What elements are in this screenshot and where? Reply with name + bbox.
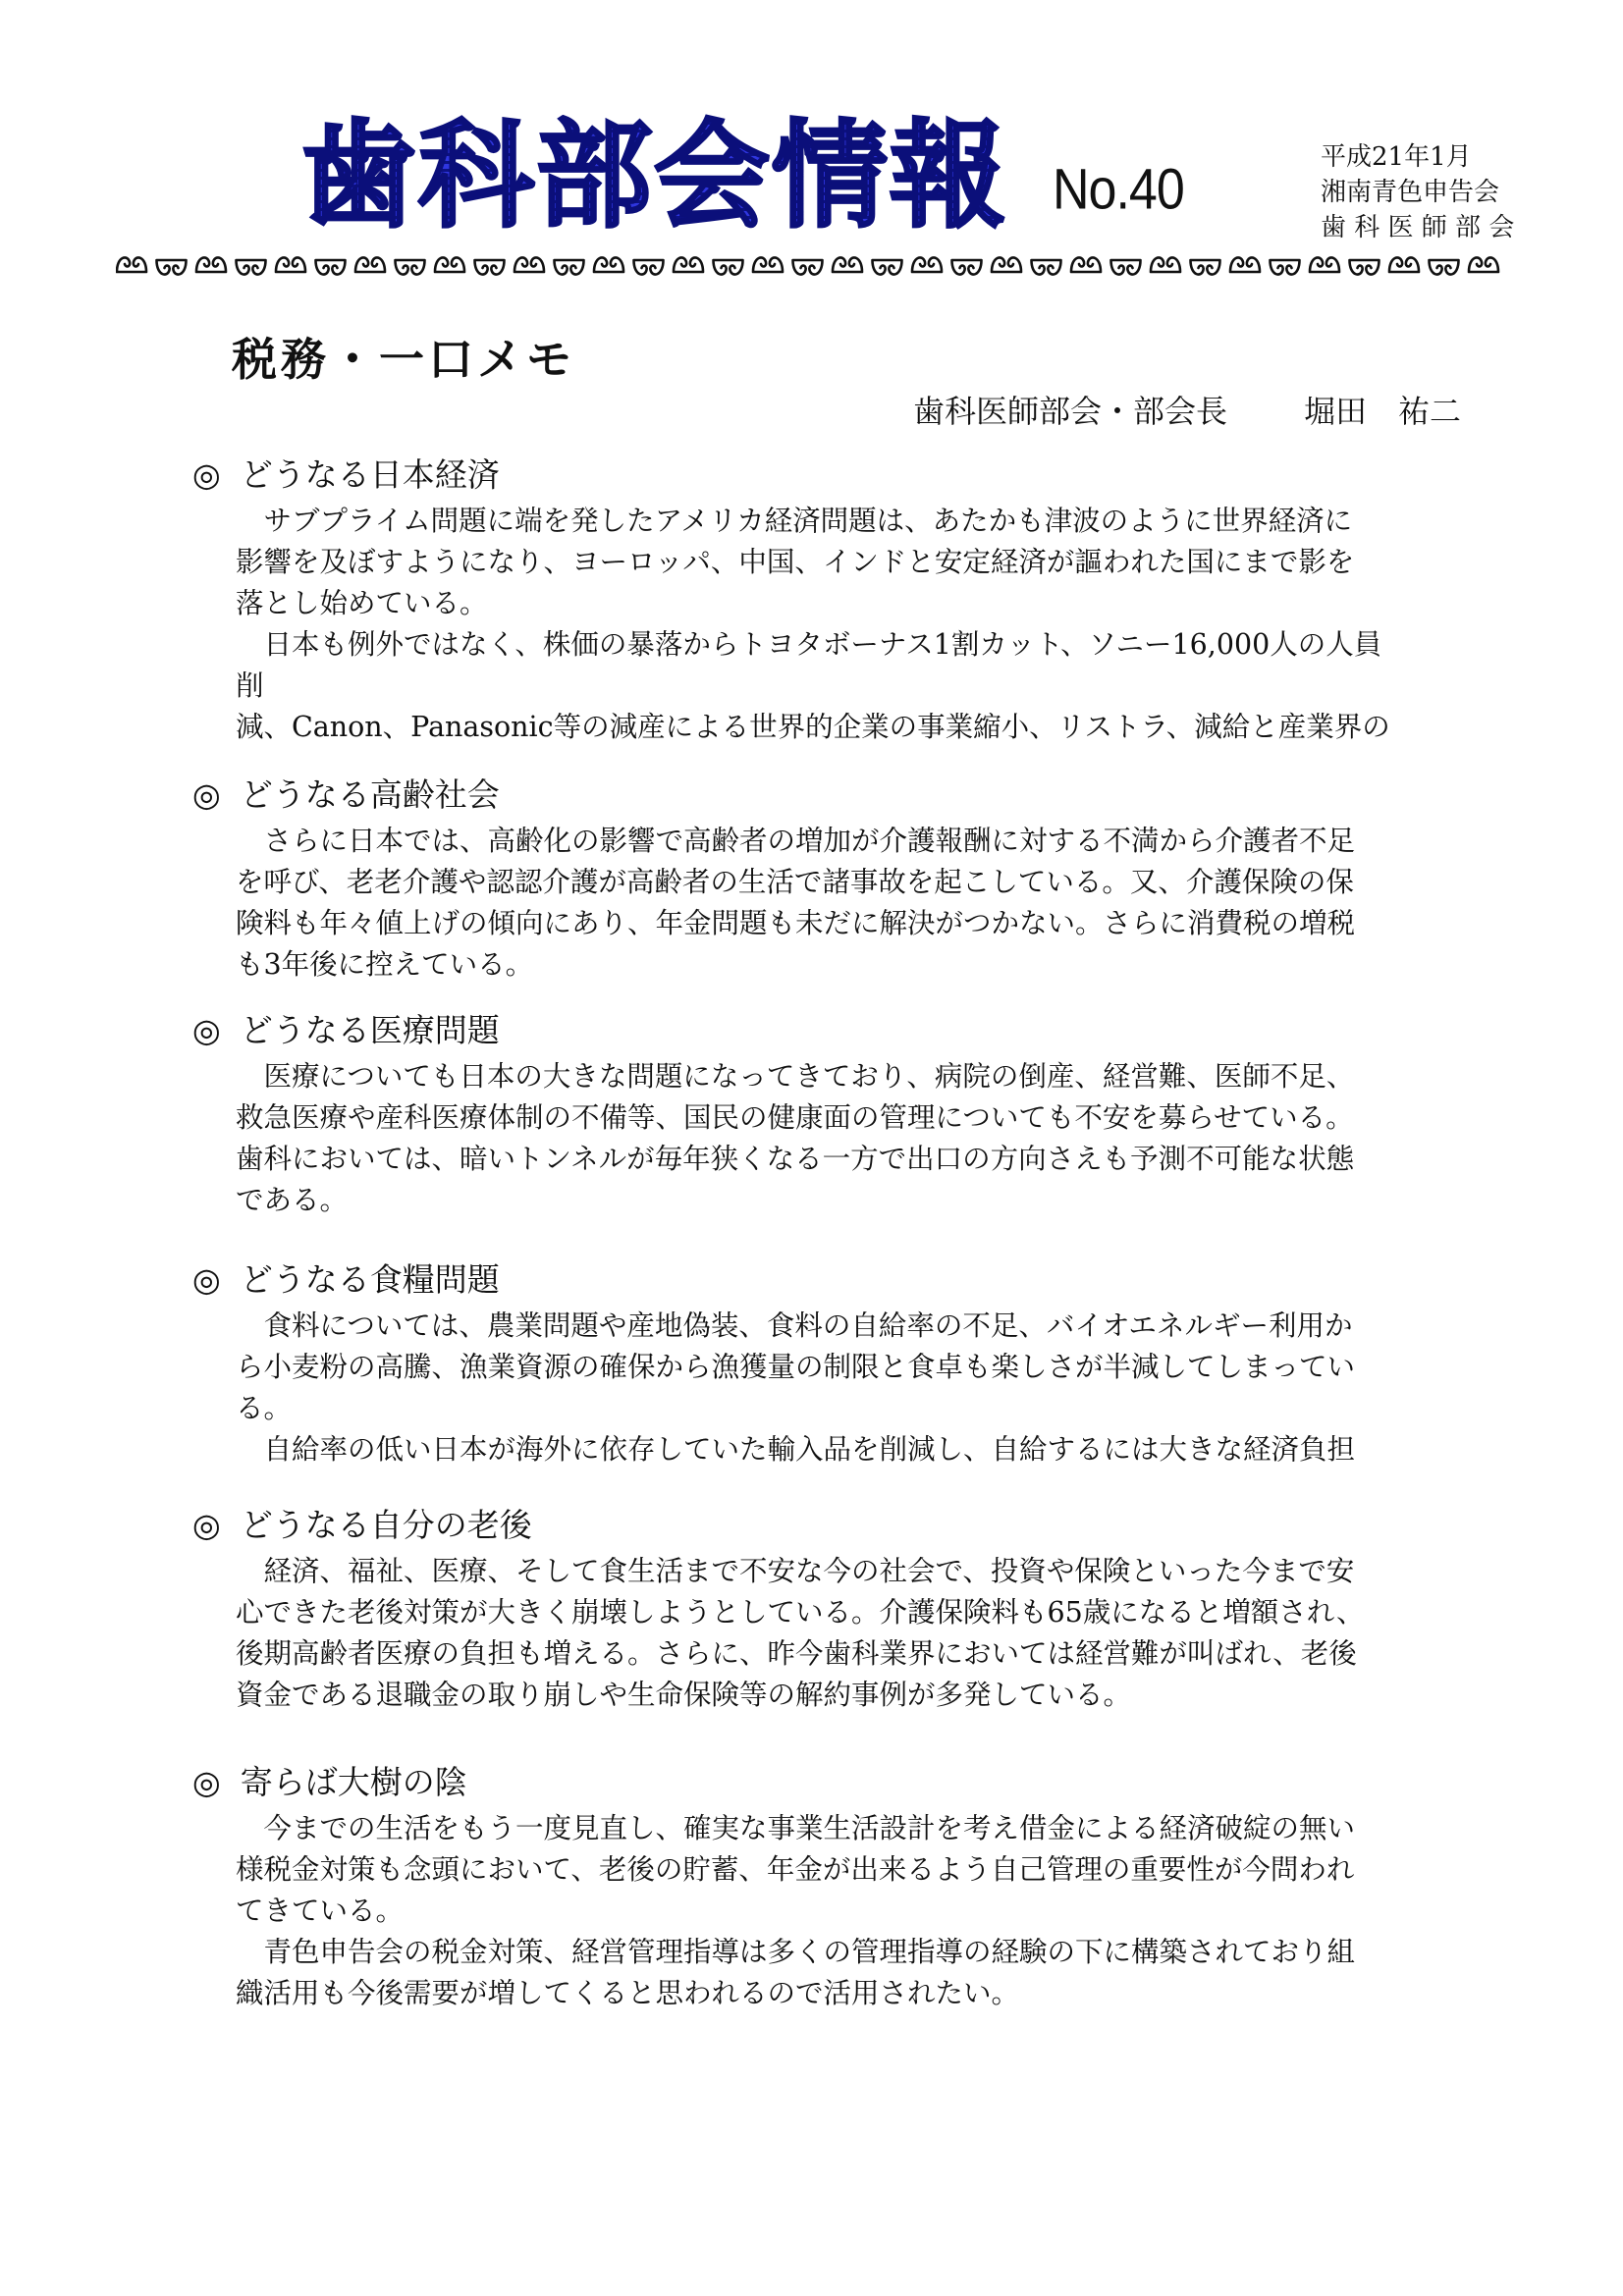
paragraph-line: 食料については、農業問題や産地偽装、食料の自給率の不足、バイオエネルギー利用か <box>236 1309 1353 1342</box>
section-heading-text: どうなる日本経済 <box>240 455 500 494</box>
paragraph-line: ら小麦粉の高騰、漁業資源の確保から漁獲量の制限と食卓も楽しさが半減してしまってい <box>236 1351 1356 1383</box>
ornament-motif <box>1191 260 1220 275</box>
ornament-motif <box>594 257 623 272</box>
section-body-japan-economy <box>236 501 1502 748</box>
ornament-motif <box>992 257 1021 272</box>
publisher-department: 歯 科 医 師 部 会 <box>1321 213 1515 242</box>
publication-date: 平成21年1月 <box>1321 142 1472 172</box>
paragraph-line: 歯科においては、暗いトンネルが毎年狭くなる一方で出口の方向さえも予測不可能な状態 <box>236 1143 1355 1175</box>
section-body-retirement <box>236 1551 1502 1716</box>
section-heading-text: どうなる食糧問題 <box>240 1260 500 1299</box>
paragraph-line: 落とし始めている。 <box>236 587 488 619</box>
paragraph-line: 自給率の低い日本が海外に依存していた輸入品を削減し、自給するには大きな経済負担 <box>236 1433 1356 1466</box>
ornament-motif <box>1071 257 1101 272</box>
ornament-motif <box>1469 257 1498 272</box>
ornament-motif <box>1032 260 1061 275</box>
paragraph-line: 救急医療や産科医療体制の不備等、国民の健康面の管理についても不安を募らせている。 <box>236 1101 1354 1134</box>
section-heading-text: どうなる自分の老後 <box>240 1506 532 1544</box>
ornament-motif <box>674 257 703 272</box>
paragraph-line: 様税金対策も念頭において、老後の貯蓄、年金が出来るよう自己管理の重要性が今問われ <box>236 1853 1355 1886</box>
ornament-motif <box>753 257 783 272</box>
ornament-motif <box>634 260 664 275</box>
publication-info <box>1321 139 1514 245</box>
paragraph-line: 影響を及ぼすようになり、ヨーロッパ、中国、インドと安定経済が謳われた国にまで影を <box>236 546 1355 578</box>
ornament-motif <box>117 257 146 272</box>
ornament-motif <box>1271 260 1300 275</box>
paragraph-line: てきている。 <box>236 1895 405 1927</box>
paragraph-line: 心できた老後対策が大きく崩壊しようとしている。介護保険料も65歳になると増額され、 <box>236 1596 1365 1629</box>
ornament-motif <box>1151 257 1180 272</box>
ornament-motif <box>396 260 425 275</box>
section-heading-japan-economy <box>192 450 500 496</box>
ornament-motif <box>196 257 226 272</box>
ornament-motif <box>514 257 544 272</box>
paragraph-line: サブプライム問題に端を発したアメリカ経済問題は、あたかも津波のように世界経済に <box>236 505 1353 537</box>
article-title: 税務・一口メモ <box>232 333 575 386</box>
ornament-motif <box>355 257 385 272</box>
section-heading-aging-society <box>192 770 500 816</box>
ornament-motif <box>1230 257 1260 272</box>
ornament-motif <box>833 257 862 272</box>
paragraph-line: る。 <box>236 1392 293 1424</box>
masthead-title-text: 歯科部会情報 <box>300 108 1008 243</box>
double-circle-icon: ◎ <box>192 455 221 494</box>
section-heading-text: どうなる高齢社会 <box>240 775 500 814</box>
author-line <box>913 387 1461 432</box>
ornament-motif <box>316 260 346 275</box>
double-circle-icon: ◎ <box>192 1260 221 1299</box>
section-heading-food <box>192 1255 500 1301</box>
paragraph-line: も3年後に控えている。 <box>236 948 534 981</box>
ornament-motif <box>952 260 982 275</box>
ornament-motif <box>435 257 464 272</box>
ornament-motif <box>237 260 266 275</box>
ornament-motif <box>1350 260 1380 275</box>
section-body-food <box>236 1306 1502 1470</box>
ornament-motif <box>1389 257 1419 272</box>
author-role: 歯科医師部会・部会長 <box>913 393 1228 430</box>
section-body-aging-society <box>236 821 1502 986</box>
ornament-motif <box>873 260 902 275</box>
ornament-motif <box>555 260 584 275</box>
paragraph-line: さらに日本では、高齢化の影響で高齢者の増加が介護報酬に対する不満から介護者不足 <box>236 825 1356 857</box>
section-body-medical <box>236 1056 1502 1221</box>
ornament-motif <box>276 257 305 272</box>
ornament-motif <box>475 260 505 275</box>
ornament-motif <box>157 260 187 275</box>
paragraph-line: 険料も年々値上げの傾向にあり、年金問題も未だに解決がつかない。さらに消費税の増税 <box>236 907 1356 939</box>
ornament-motif <box>1111 260 1141 275</box>
section-heading-big-tree <box>192 1757 467 1803</box>
ornament-motif <box>912 257 942 272</box>
double-circle-icon: ◎ <box>192 1763 221 1801</box>
paragraph-line: 医療についても日本の大きな問題になってきており、病院の倒産、経営難、医師不足、 <box>236 1060 1355 1093</box>
paragraph-line: である。 <box>236 1184 349 1216</box>
masthead-title <box>295 106 1041 243</box>
ornament-motif <box>1310 257 1339 272</box>
ornament-motif <box>793 260 823 275</box>
publisher-association: 湘南青色申告会 <box>1321 178 1500 207</box>
paragraph-line: 減、Canon、Panasonic等の減産による世界的企業の事業縮小、リストラ、減給と産業界の <box>236 711 1390 743</box>
ornament-motif <box>714 260 743 275</box>
section-heading-text: どうなる医療問題 <box>240 1011 500 1049</box>
paragraph-line: 日本も例外ではなく、株価の暴落からトヨタボーナス1割カット、ソニー16,000人の人員 <box>236 628 1382 661</box>
double-circle-icon: ◎ <box>192 1011 221 1049</box>
section-heading-medical <box>192 1005 500 1051</box>
double-circle-icon: ◎ <box>192 1506 221 1544</box>
ornament-divider <box>116 251 1514 281</box>
issue-number: No.40 <box>1053 158 1184 223</box>
paragraph-line: 資金である退職金の取り崩しや生命保険等の解約事例が多発している。 <box>236 1679 1132 1711</box>
author-name: 堀田 祐二 <box>1304 393 1462 430</box>
paragraph-line: 後期高齢者医療の負担も増える。さらに、昨今歯科業界においては経営難が叫ばれ、老後 <box>236 1637 1357 1670</box>
paragraph-line: 今までの生活をもう一度見直し、確実な事業生活設計を考え借金による経済破綻の無い <box>236 1812 1356 1844</box>
paragraph-line: 織活用も今後需要が増してくると思われるので活用されたい。 <box>236 1977 1020 2009</box>
paragraph-line: 青色申告会の税金対策、経営管理指導は多くの管理指導の経験の下に構築されており組 <box>236 1936 1356 1968</box>
double-circle-icon: ◎ <box>192 775 221 814</box>
paragraph-line: 削 <box>236 669 264 702</box>
ornament-motif <box>1430 260 1459 275</box>
section-heading-retirement <box>192 1500 532 1546</box>
paragraph-line: を呼び、老老介護や認認介護が高齢者の生活で諸事故を起こしている。又、介護保険の保 <box>236 866 1354 898</box>
section-heading-text: 寄らば大樹の陰 <box>240 1763 467 1801</box>
paragraph-line: 経済、福祉、医療、そして食生活まで不安な今の社会で、投資や保険といった今まで安 <box>236 1555 1355 1587</box>
section-body-big-tree <box>236 1808 1502 2014</box>
